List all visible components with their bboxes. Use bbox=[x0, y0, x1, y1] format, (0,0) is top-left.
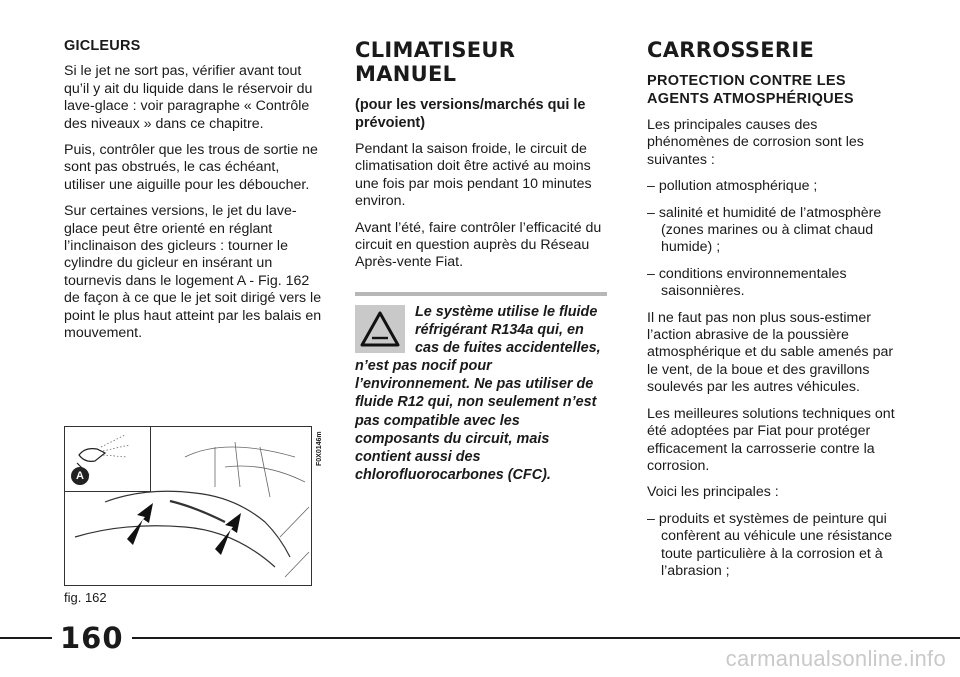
watermark: carmanualsonline.info bbox=[725, 646, 946, 671]
section-heading-gicleurs: GICLEURS bbox=[64, 38, 141, 54]
list-item: – salinité et humidité de l’atmosphère (zones marines ou à climat chaud humide) ; bbox=[647, 204, 882, 256]
section-subtitle: PROTECTION CONTRE LES AGENTS ATMOSPHÉRIQUES bbox=[647, 73, 854, 107]
warning-rule bbox=[355, 292, 607, 296]
paragraph: Les meilleures solutions techniques ont été adoptées par Fiat pour protéger efficacement la carrosserie contre la corrosion. bbox=[647, 405, 895, 474]
figure-code: F0X0146m bbox=[316, 431, 323, 466]
middle-column bbox=[355, 38, 610, 281]
section-title-climatiseur: CLIMATISEUR MANUEL bbox=[355, 38, 516, 86]
paragraph: Les principales causes des phénomènes de corrosion sont les suivantes : bbox=[647, 117, 864, 168]
left-column bbox=[64, 38, 322, 352]
list-item: – pollution atmosphérique ; bbox=[647, 178, 818, 195]
list-item: – conditions environnementales saisonnières. bbox=[647, 265, 847, 300]
paragraph: Pendant la saison froide, le circuit de climatisation doit être activé au moins une fois par mois pendant 10 minutes environ. bbox=[355, 141, 592, 210]
paragraph: Puis, contrôler que les trous de sortie ne sont pas obstrués, le cas échéant, utiliser une aiguille pour les déboucher. bbox=[64, 142, 318, 193]
warning-box bbox=[355, 292, 607, 484]
list-item: – produits et systèmes de peinture qui confèrent au véhicule une résistance toute particulière à la corrosion et à l’abrasion ; bbox=[647, 510, 893, 579]
paragraph: Sur certaines versions, le jet du lave-glace peut être orienté en réglant l’inclinaison des gicleurs : tourner le cylindre du gicleur en insérant un tournevis dans le logement A - Fig. 162 de façon à ce que le jet soit dirigé vers le point le plus haut atteint par les balais en mouvement. bbox=[64, 203, 322, 342]
page-number: 160 bbox=[52, 621, 132, 655]
label-a-badge: A bbox=[71, 467, 89, 485]
section-title-carrosserie: CARROSSERIE bbox=[647, 38, 815, 62]
figure-caption: fig. 162 bbox=[64, 590, 107, 605]
right-column bbox=[647, 38, 897, 589]
warning-triangle-icon bbox=[355, 305, 405, 353]
figure-162 bbox=[64, 426, 312, 586]
paragraph: Il ne faut pas non plus sous-estimer l’action abrasive de la poussière atmosphérique et du sable amenés par le vent, de la boue et des gravillons soulevés par les autres véhicules. bbox=[647, 309, 894, 396]
arrow-icon bbox=[127, 503, 153, 545]
footer-rule bbox=[0, 637, 960, 639]
figure-inset-nozzle bbox=[65, 427, 151, 492]
section-intro: (pour les versions/marchés qui le prévoient) bbox=[355, 97, 586, 131]
paragraph: Si le jet ne sort pas, vérifier avant tout qu’il y ait du liquide dans le réservoir du lave-glace : voir paragraphe « Contrôle des niveaux » dans ce chapitre. bbox=[64, 63, 313, 132]
paragraph: Voici les principales : bbox=[647, 484, 779, 501]
warning-text: Le système utilise le fluide réfrigérant R134a qui, en cas de fuites accidentelles, n’est pas nocif pour l’environnement. Ne pas utiliser de fluide R12 qui, non seulement n’est pas compatible avec les composants du circuit, mais contient aussi des chlorofluorocarbones (CFC). bbox=[355, 304, 601, 483]
paragraph: Avant l’été, faire contrôler l’efficacité du circuit en question auprès du Réseau Après-vente Fiat. bbox=[355, 219, 602, 271]
